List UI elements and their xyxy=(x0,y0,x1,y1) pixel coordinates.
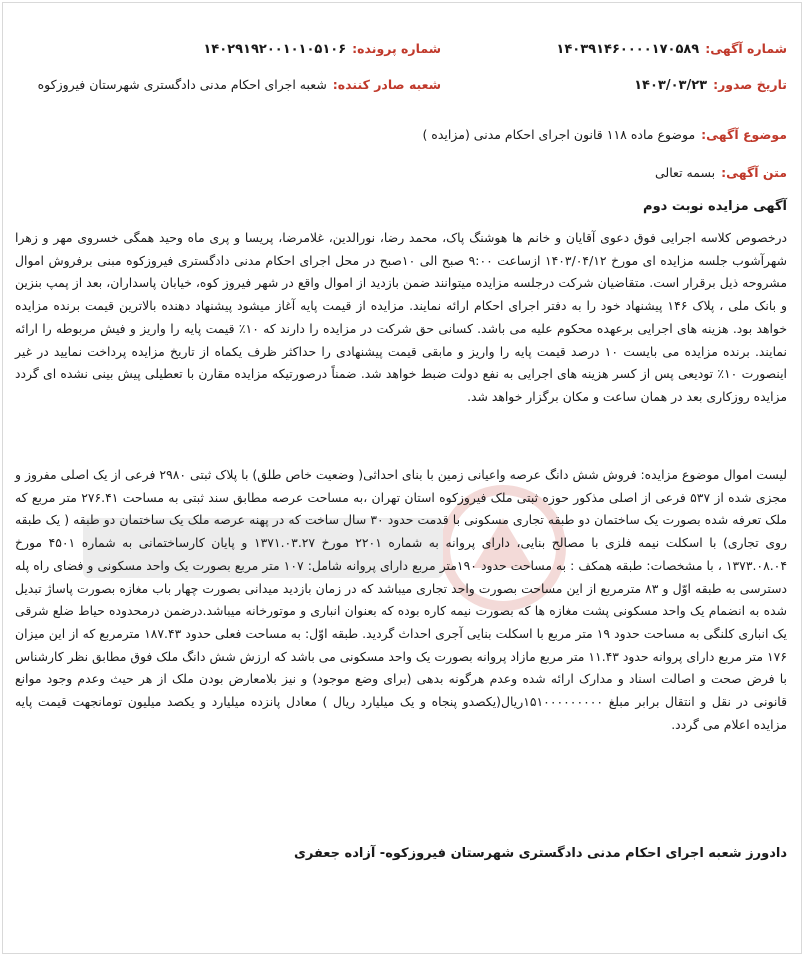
notice-number-row xyxy=(556,41,787,57)
issuer-row xyxy=(38,77,441,92)
body-text-value: بسمه تعالی xyxy=(655,165,716,180)
issue-date-value: ۱۴۰۳/۰۳/۲۳ xyxy=(634,78,708,93)
subject-label: موضوع آگهی: xyxy=(701,127,787,142)
body-text-row xyxy=(655,165,787,180)
issuer-value: شعبه اجرای احکام مدنی دادگستری شهرستان فیروزکوه xyxy=(37,77,327,92)
notice-page xyxy=(2,2,802,954)
notice-heading: آگهی مزایده نوبت دوم xyxy=(643,199,787,214)
notice-number-value: ۱۴۰۳۹۱۴۶۰۰۰۰۱۷۰۵۸۹ xyxy=(556,42,700,57)
subject-row xyxy=(422,127,787,142)
auction-terms-paragraph: درخصوص کلاسه اجرایی فوق دعوی آقایان و خانم ها هوشنگ پاک، محمد رضا، نورالدین، غلامرضا، پریسا و پری ماه وحید همگی خسروی مهر و زهرا شهرآشوب جلسه مزایده ای مورخ ۱۴۰۳/۰۴/۱۲ ازساعت ۹:۰۰ صبح الی ۱۰صبح در محل اجرای احکام مدنی دادگستری فیروزکوه مبنی برفروش اموال مشروحه ذیل برقرار است. متقاضیان شرکت درجلسه مزایده میتوانند ضمن بازدید از اموال واقع در شهر فیروز کوه، خیابان پاسداران، بعد از پمپ بنزین و بانک ملی ، پلاک ۱۴۶ پیشنهاد خود را به دفتر اجرای احکام ارائه نمایند. مزایده از قیمت پایه آغاز میشود پیشنهاد دهنده بالاترین قیمت برنده مزایده خواهد بود. هزینه های اجرایی برعهده محکوم علیه می باشد. کسانی حق شرکت در مزایده را دارند که ۱۰٪ قیمت پایه را واریز و فیش مربوطه را ارائه نمایند. برنده مزایده می بایست ۱۰ درصد قیمت پایه را واریز و مابقی قیمت پیشنهادی را حداکثر ظرف یکماه از تاریخ مزایده پرداخت نمایید در غیر اینصورت ۱۰٪ تودیعی پس از کسر هزینه های اجرایی به نفع دولت ضبط خواهد شد. ضمناً درصورتیکه مزایده مقارن با تعطیلی پیش بینی نشده ای گردد مزایده روزکاری بعد در همان ساعت و مکان برگزار خواهد شد. xyxy=(15,230,787,404)
case-number-value: ۱۴۰۲۹۱۹۲۰۰۱۰۱۰۵۱۰۶ xyxy=(203,42,347,57)
body-text-label: متن آگهی: xyxy=(721,165,787,180)
signature-line: دادورز شعبه اجرای احکام مدنی دادگستری شهرستان فیروزکوه- آزاده جعفری xyxy=(293,846,787,861)
notice-number-label: شماره آگهی: xyxy=(705,41,787,56)
issue-date-label: تاریخ صدور: xyxy=(713,77,787,92)
issue-date-row xyxy=(634,77,787,93)
issuer-label: شعبه صادر کننده: xyxy=(332,77,441,92)
subject-value: موضوع ماده ۱۱۸ قانون اجرای احکام مدنی (مزایده ) xyxy=(422,127,696,142)
property-list-paragraph: لیست اموال موضوع مزایده: فروش شش دانگ عرصه واعیانی زمین با بنای احداثی( وضعیت خاص طلق) با پلاک ثبتی ۲۹۸۰ فرعی از یک اصلی مفروز و مجزی شده از ۵۳۷ فرعی از اصلی مذکور حوزه ثبتی ملک فیروزکوه استان تهران ،به مساحت عرصه مطابق سند ثبتی به مساحت ۲۷۶.۴۱ متر مربع که ملک تعرفه شده بصورت یک ساختمان دو طبقه تجاری مسکونی با قدمت حدود ۳۰ سال ساخت که در پهنه عرصه ملک یک ساختمان دو طبقه ( یک طبقه روی تجاری) با اسکلت نیمه فلزی با مصالح بنایی، دارای پروانه به شماره ۲۲۰۱ مورخ ۱۳۷۱.۰۳.۲۷ و پایان کارساختمانی به شماره ۴۵۰۱ مورخ ۱۳۷۳.۰۸.۰۴ ، با مشخصات: طبقه همکف : به مساحت حدود ۱۹۰متر مربع دارای پروانه شامل: ۱۰۷ متر مربع بصورت یک واحد مسکونی و فضای راه پله دسترسی به طبقه اوّل و ۸۳ مترمربع از این مساحت بصورت واحد تجاری میباشد که در زمان بازدید میدانی بصورت چهار باب مغازه بصورت پاساژ تبدیل شده به انضمام یک واحد مسکونی پشت مغازه ها که بصورت نیمه کاره بوده که بعنوان انباری و موتورخانه میباشد.درضمن درمحدوده حیاط ضلع شرقی یک انباری کلنگی به مساحت حدود ۱۹ متر مربع با اسکلت بنایی آجری احداث گردید. طبقه اوّل: به مساحت فعلی حدود ۱۸۷.۴۳ مترمربع که از این میزان ۱۷۶ متر مربع دارای پروانه حدود ۱۱.۴۳ متر مربع مازاد پروانه بصورت یک واحد مسکونی می باشد که ارزش شش دانگ ملک فوق مطابق نظر کارشناس با فرض صحت و اصالت اسناد و مدارک ارائه شده وعدم هرگونه بدهی (برای وضع موجود) و نیز بلامعارض بودن ملک از هر حیث وعدم وجود موانع قانونی در نقل و انتقال برابر مبلغ ۱۵۱۰۰۰۰۰۰۰۰۰ریال(یکصدو پنجاه و یک میلیارد ریال ) معادل پانزده میلیارد و یکصد میلیون تومانجهت قیمت پایه مزایده اعلام می گردد. xyxy=(15,467,788,732)
case-number-label: شماره پرونده: xyxy=(352,41,441,56)
case-number-row xyxy=(203,41,441,57)
